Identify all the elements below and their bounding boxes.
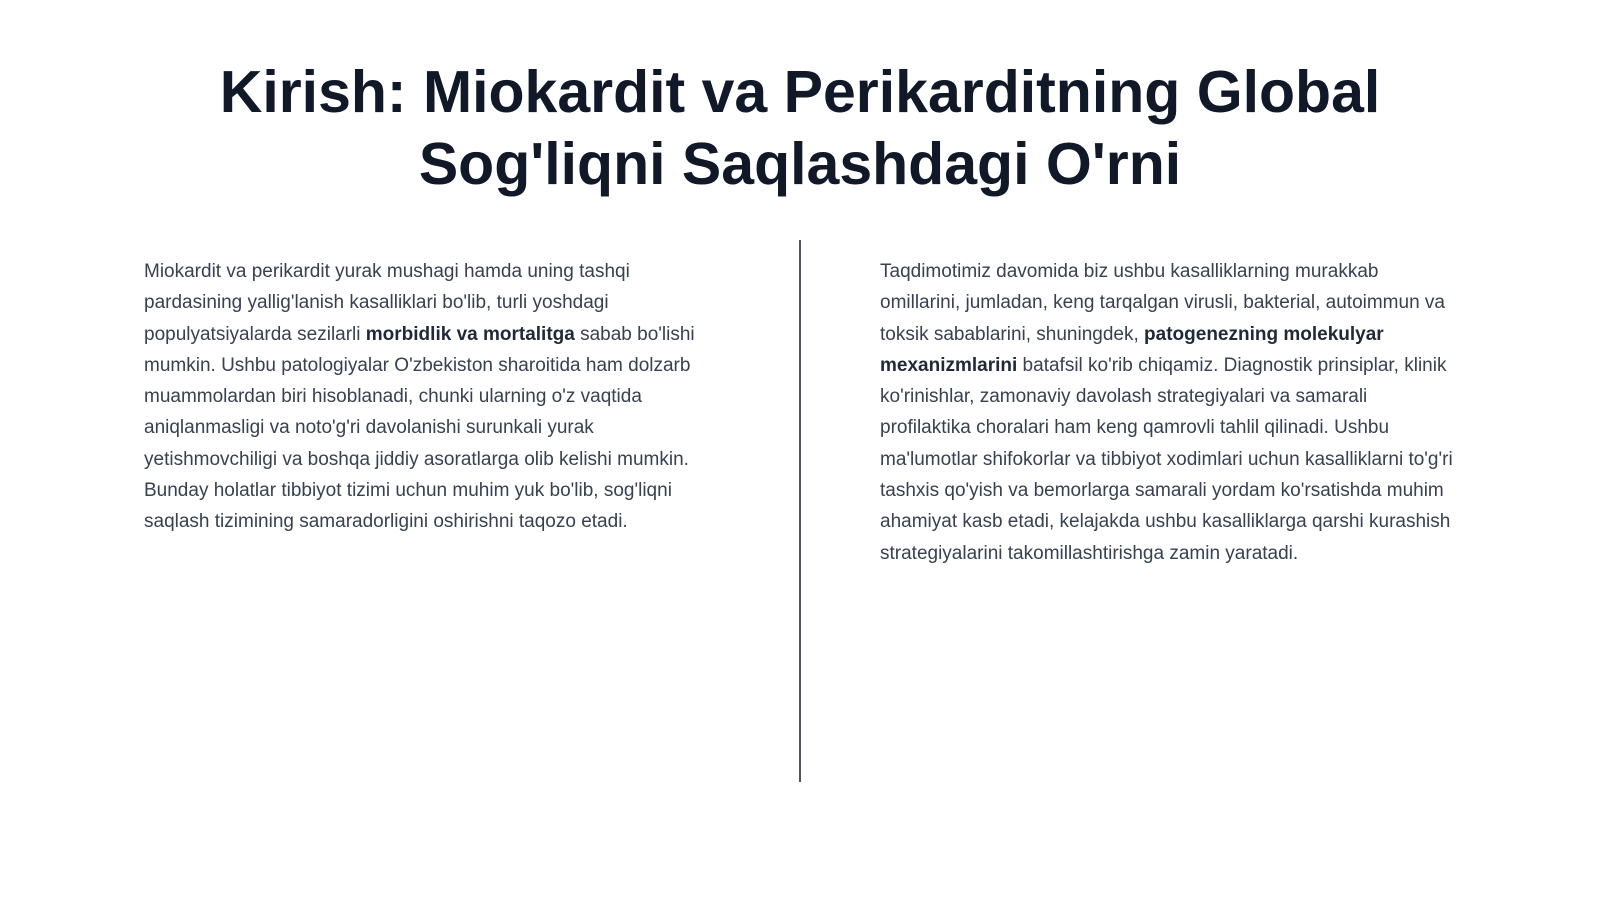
left-paragraph-text-start: Miokardit va perikardit yurak mushagi hamda uning tashqi pardasining yallig'lanish kasalliklari bo'lib, turli yoshdagi populyatsiyalarda sezilarli (144, 261, 630, 345)
left-paragraph-emphasis: morbidlik va mortalitga (365, 323, 575, 345)
slide-title: Kirish: Miokardit va Perikarditning Global Sog'liqni Saqlashdagi O'rni (219, 59, 1381, 197)
left-paragraph-text-end: sabab bo'lishi mumkin. Ushbu patologiyalar O'zbekiston sharoitida ham dolzarb muammolardan biri hisoblanadi, chunki ularning o'z vaqtida aniqlanmasligi va noto'g'ri davolanishi surunkali yurak yetishmovchiligi va boshqa jiddiy asoratlarga olib kelishi mumkin. Bunday holatlar tibbiyot tizimi uchun muhim yuk bo'lib, sog'liqni saqlash tizimining samaradorligini oshirishni taqozo etadi. (144, 323, 695, 533)
intro-paragraph-right (880, 256, 1460, 569)
intro-paragraph-left (144, 256, 724, 538)
column-divider (799, 240, 801, 782)
right-paragraph-text-start: Taqdimotimiz davomida biz ushbu kasalliklarning murakkab omillarini, jumladan, keng tarqalgan virusli, bakterial, autoimmun va toksik sabablarini, shuningdek, (880, 261, 1445, 345)
right-paragraph-emphasis: patogenezning molekulyar mexanizmlarini (880, 323, 1384, 376)
right-paragraph-text-end: batafsil ko'rib chiqamiz. Diagnostik prinsiplar, klinik ko'rinishlar, zamonaviy davolash strategiyalari va samarali profilaktika choralari ham keng qamrovli tahlil qilinadi. Ushbu ma'lumotlar shifokorlar va tibbiyot xodimlari uchun kasalliklarni to'g'ri tashxis qo'yish va bemorlarga samarali yordam ko'rsatishda muhim ahamiyat kasb etadi, kelajakda ushbu kasalliklarga qarshi kurashish strategiyalarini takomillashtirishga zamin yaratadi. (880, 354, 1453, 564)
